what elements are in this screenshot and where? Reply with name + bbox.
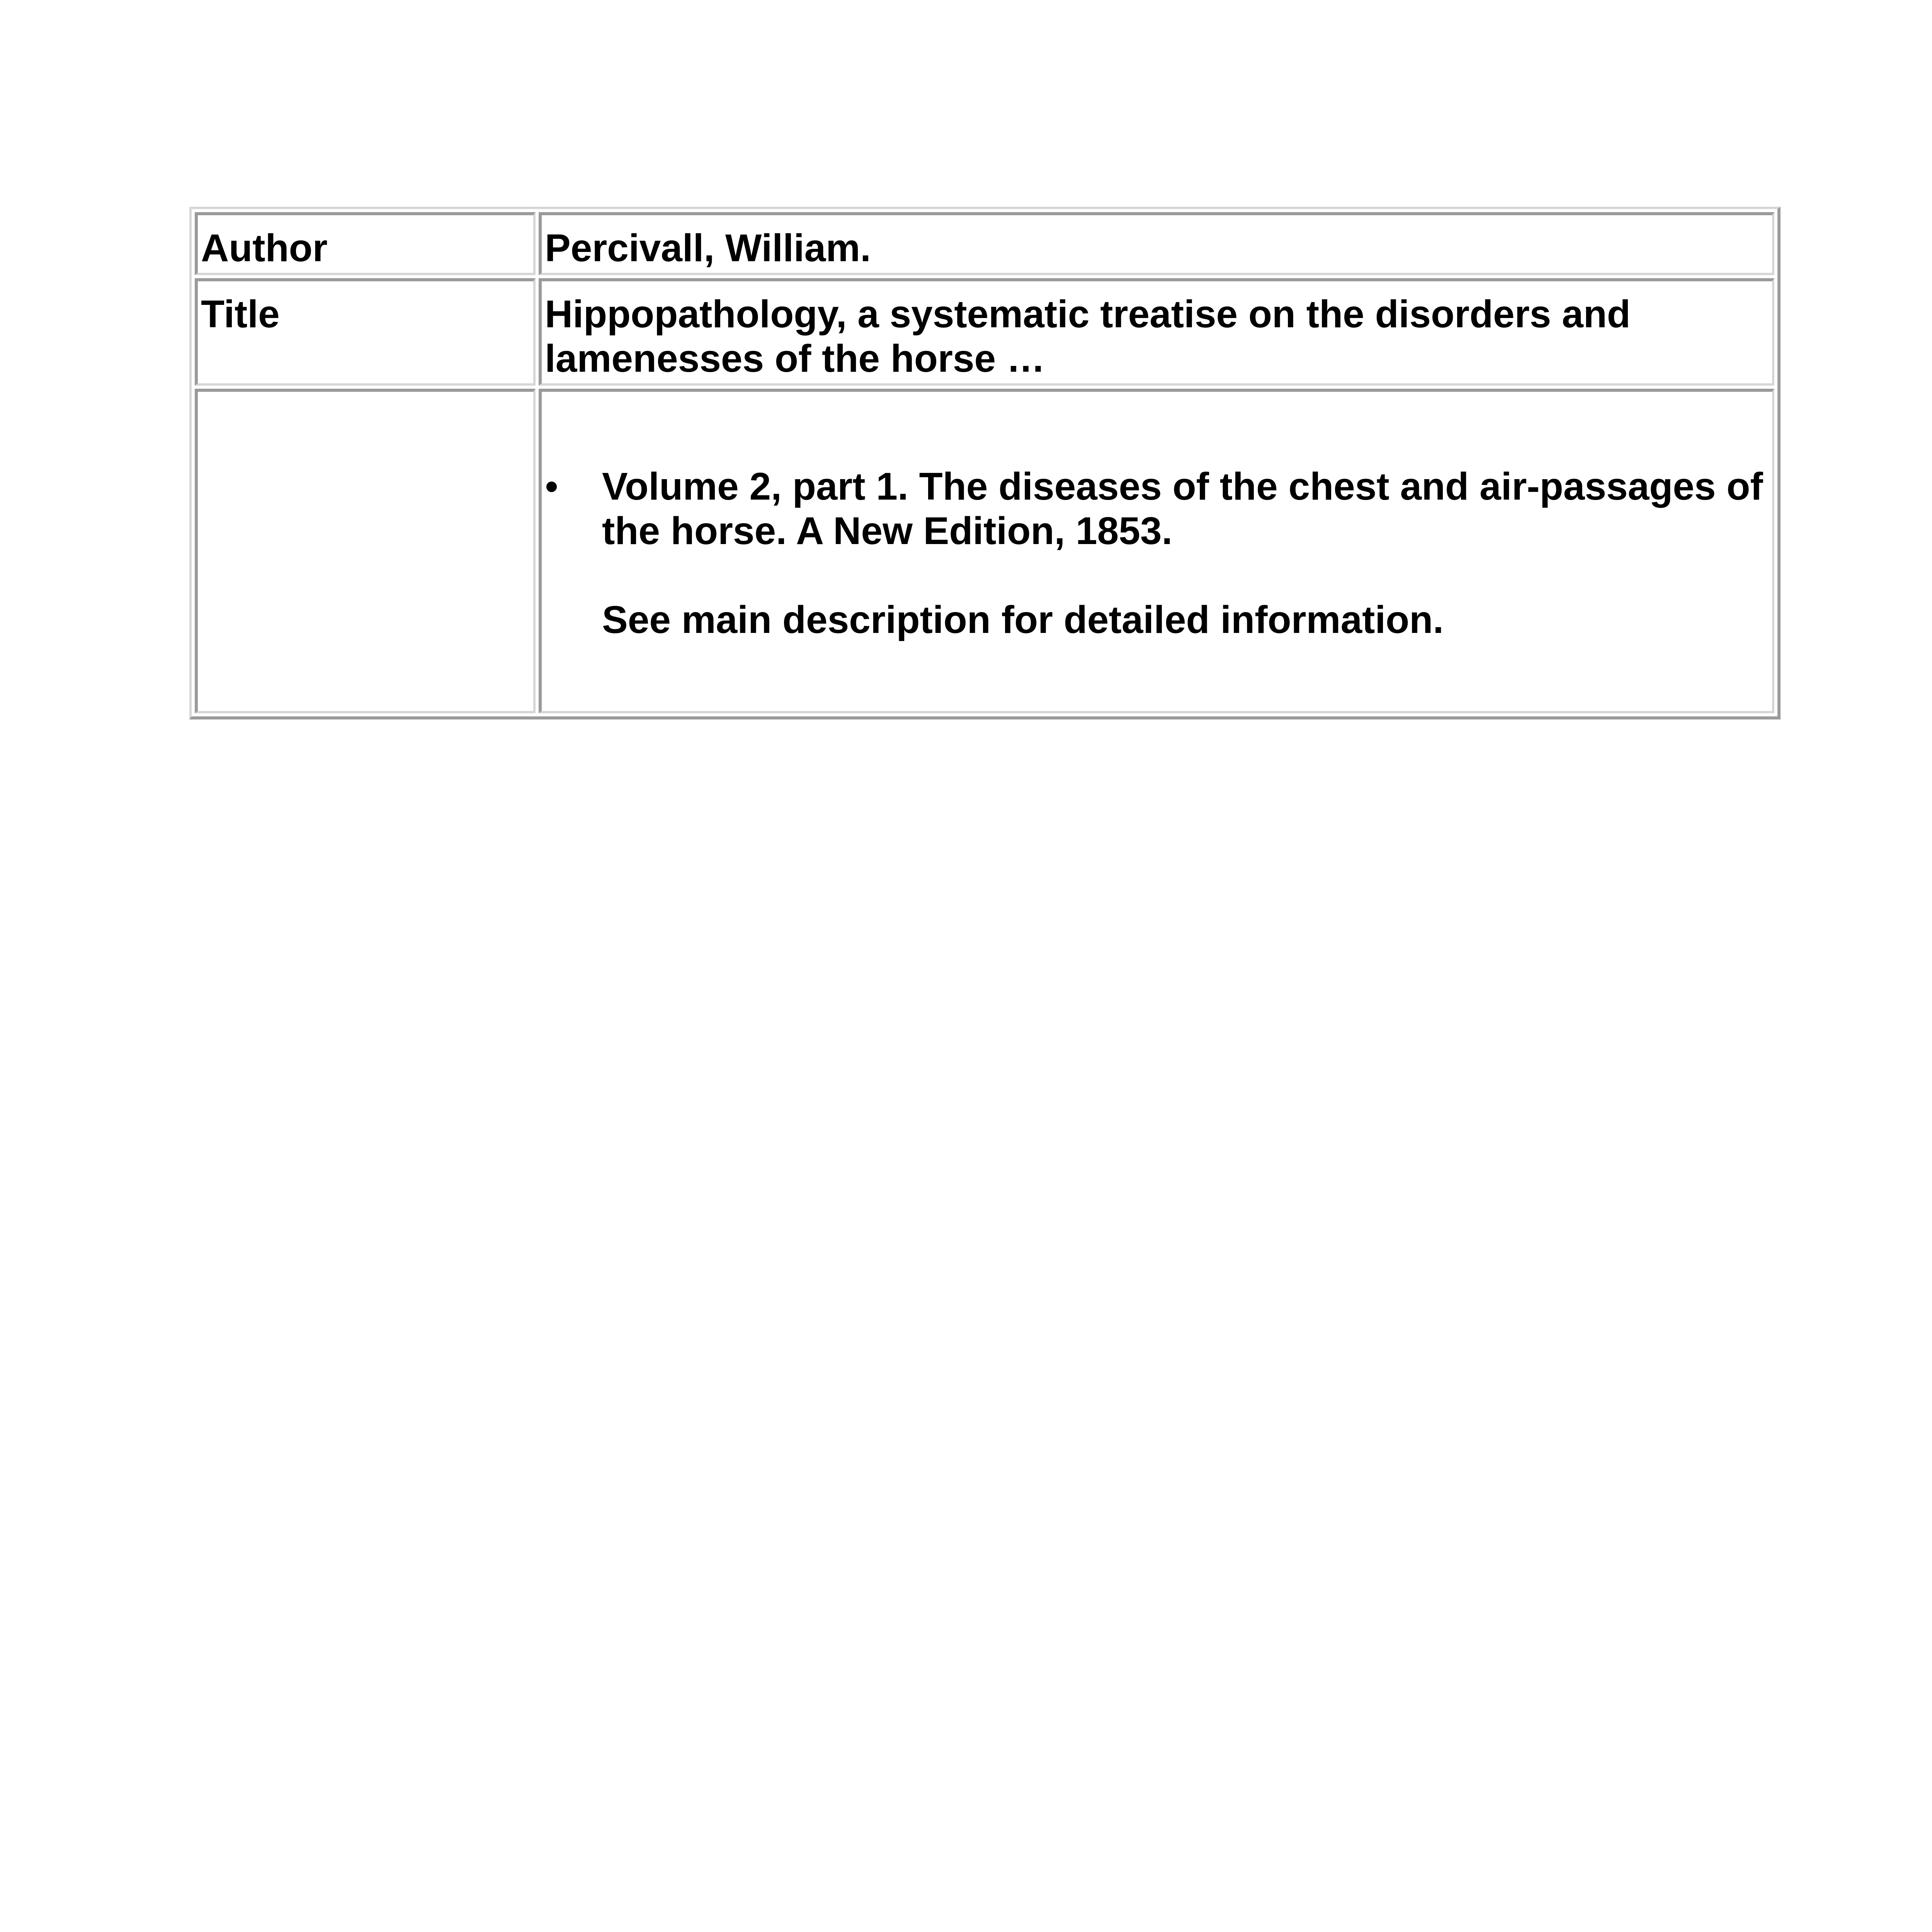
author-value: Percivall, William. <box>539 212 1774 275</box>
title-row <box>195 278 1774 386</box>
bullet-icon: • <box>545 465 559 508</box>
title-value: Hippopathology, a systematic treatise on the disorders and lamenesses of the horse … <box>539 278 1774 386</box>
title-label: Title <box>195 278 536 386</box>
record-table <box>189 207 1781 719</box>
author-row <box>195 212 1774 275</box>
volumes-cell <box>539 389 1774 713</box>
detail-note: See main description for detailed information. <box>602 598 1444 641</box>
list-item <box>545 464 1769 642</box>
volumes-list <box>545 464 1769 642</box>
volume-description: Volume 2, part 1. The diseases of the chest and air-passages of the horse. A New Edition, 1853. <box>602 465 1763 553</box>
volumes-label-empty <box>195 389 536 713</box>
author-label: Author <box>195 212 536 275</box>
volumes-row <box>195 389 1774 713</box>
